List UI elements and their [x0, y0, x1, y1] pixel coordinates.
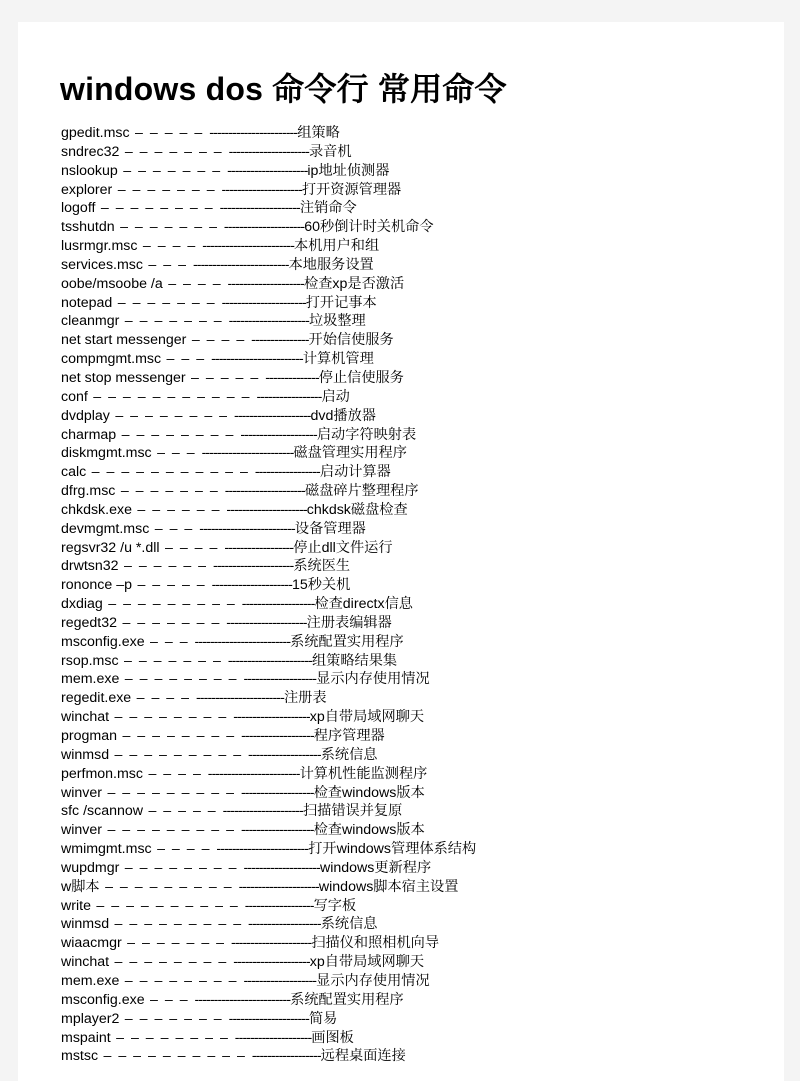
dash-separator: – – – — [149, 520, 200, 537]
command-row — [61, 934, 476, 953]
command-description: 注册表 — [283, 690, 327, 707]
command-name: mem.exe — [61, 671, 120, 688]
command-description: 磁盘管理实用程序 — [293, 445, 407, 462]
command-description: 打开windows管理体系结构 — [308, 841, 477, 858]
command-description: xp自带局域网聊天 — [309, 709, 425, 726]
command-row — [61, 124, 476, 143]
command-row — [61, 520, 476, 539]
command-description: windows更新程序 — [319, 859, 432, 876]
dash-separator: – – – – – – – – – – – — [87, 388, 257, 405]
rule-separator: ------------------- — [243, 671, 317, 688]
command-name: lusrmgr.msc — [61, 238, 138, 255]
rule-separator: -------------------- — [233, 954, 310, 971]
command-name: msconfig.exe — [61, 991, 145, 1008]
command-description: 系统配置实用程序 — [290, 991, 404, 1008]
command-name: compmgmt.msc — [61, 351, 162, 368]
command-description: 启动 — [321, 388, 350, 405]
command-description: 启动计算器 — [319, 464, 391, 481]
dash-separator: – – – – – – — [118, 558, 214, 575]
dash-separator: – – – – – — [129, 125, 210, 141]
command-description: 检查windows版本 — [313, 784, 425, 801]
dash-separator: – – – — [142, 256, 193, 273]
command-row — [61, 633, 476, 652]
dash-separator: – – – – — [162, 275, 228, 292]
command-row — [61, 369, 476, 388]
rule-separator: -------------- — [265, 369, 319, 386]
command-row — [61, 670, 476, 689]
rule-separator: ------------------- — [240, 784, 314, 801]
rule-separator: --------------------- — [221, 181, 302, 198]
command-name: gpedit.msc — [61, 125, 130, 141]
command-name: calc — [61, 464, 87, 481]
command-name: msconfig.exe — [61, 633, 145, 650]
command-row — [61, 746, 476, 765]
command-row — [61, 821, 476, 840]
command-row — [61, 595, 476, 614]
dash-separator: – – – – – – – – — [119, 972, 244, 989]
command-name: perfmon.msc — [61, 765, 143, 782]
command-row — [61, 614, 476, 633]
command-name: regsvr32 /u *.dll — [61, 539, 160, 556]
rule-separator: --------------------- — [226, 501, 307, 518]
command-description: 程序管理器 — [313, 728, 385, 744]
command-row — [61, 897, 476, 916]
command-name: dxdiag — [61, 596, 103, 613]
rule-separator: ------------------------ — [202, 238, 295, 255]
command-description: 系统信息 — [320, 916, 378, 933]
dash-separator: – – – – – – – — [112, 294, 222, 311]
command-name: write — [61, 897, 91, 914]
command-name: oobe/msoobe /a — [61, 275, 163, 292]
command-description: 注册表编辑器 — [306, 614, 392, 631]
document-page — [18, 22, 784, 1081]
command-description: 检查xp是否激活 — [304, 275, 405, 292]
command-description: xp自带局域网聊天 — [309, 954, 425, 971]
command-name: regedit.exe — [61, 690, 132, 707]
command-description: 垃圾整理 — [308, 313, 366, 330]
command-row — [61, 1047, 476, 1066]
dash-separator: – – – – – – – – — [119, 671, 244, 688]
command-name: devmgmt.msc — [61, 520, 150, 537]
command-row — [61, 199, 476, 218]
command-description: 扫描仪和照相机向导 — [311, 935, 440, 952]
command-description: 系统配置实用程序 — [290, 633, 404, 650]
command-row — [61, 256, 476, 275]
rule-separator: -------------------- — [234, 407, 311, 424]
command-name: chkdsk.exe — [61, 501, 132, 518]
dash-separator: – – – – – – – – – – – — [86, 464, 255, 481]
dash-separator: – – – – – – – – – – — [98, 1048, 252, 1065]
command-description: 简易 — [308, 1010, 338, 1027]
dash-separator: – – – – – – – — [117, 614, 227, 631]
dash-separator: – – – – – – — [131, 501, 227, 518]
command-description: 启动字符映射表 — [316, 426, 417, 443]
rule-separator: -------------------- — [233, 709, 310, 726]
command-row — [61, 539, 476, 558]
command-row — [61, 426, 476, 445]
rule-separator: ------------------- — [241, 596, 315, 613]
dash-separator: – – – — [144, 633, 195, 650]
command-row — [61, 181, 476, 200]
command-description: 打开记事本 — [305, 294, 377, 311]
command-row — [61, 859, 476, 878]
command-name: winver — [61, 822, 102, 839]
rule-separator: --------------------- — [228, 1010, 309, 1027]
command-description: chkdsk磁盘检查 — [306, 501, 408, 518]
rule-separator: ------------------------ — [201, 445, 294, 462]
rule-separator: --------------------- — [228, 313, 309, 330]
dash-separator: – – – – — [151, 841, 217, 858]
rule-separator: --------------------- — [228, 143, 309, 160]
command-name: regedt32 — [61, 614, 118, 631]
rule-separator: --------------- — [251, 332, 309, 349]
dash-separator: – – – – – – – — [119, 313, 229, 330]
command-name: net start messenger — [61, 332, 187, 349]
rule-separator: ------------------------- — [192, 256, 289, 273]
command-row — [61, 991, 476, 1010]
command-name: explorer — [61, 181, 113, 198]
dash-separator: – – – – – – – — [114, 219, 224, 236]
rule-separator: ------------------ — [251, 1048, 321, 1065]
command-description: 打开资源管理器 — [301, 181, 402, 198]
rule-separator: ------------------ — [244, 897, 314, 914]
command-row — [61, 689, 476, 708]
dash-separator: – – – — [161, 351, 212, 368]
command-description: 检查windows版本 — [313, 822, 425, 839]
rule-separator: ------------------- — [248, 916, 321, 933]
rule-separator: ------------------- — [243, 972, 317, 989]
dash-separator: – – – – – – – – — [116, 426, 241, 443]
command-name: dfrg.msc — [61, 483, 116, 500]
command-name: mplayer2 — [61, 1010, 120, 1027]
command-description: 设备管理器 — [294, 520, 366, 537]
rule-separator: ------------------------ — [211, 351, 303, 368]
rule-separator: --------------------- — [211, 577, 292, 594]
command-name: mspaint — [61, 1029, 111, 1046]
command-name: w脚本 — [61, 878, 100, 895]
rule-separator: --------------------- — [213, 558, 294, 575]
command-name: cleanmgr — [61, 313, 120, 330]
rule-separator: ------------------- — [240, 822, 314, 839]
command-row — [61, 331, 476, 350]
dash-separator: – – – – – – – — [119, 143, 229, 160]
command-description: 录音机 — [308, 143, 352, 160]
command-description: 显示内存使用情况 — [316, 671, 430, 688]
dash-separator: – – – — [144, 991, 195, 1008]
dash-separator: – – – – – – – – — [117, 728, 242, 744]
command-row — [61, 294, 476, 313]
command-description: 本地服务设置 — [288, 256, 374, 273]
dash-separator: – – – – – – – – — [110, 1029, 235, 1046]
dash-separator: – – – – – — [143, 803, 223, 820]
command-name: logoff — [61, 200, 96, 217]
command-name: services.msc — [61, 256, 143, 273]
command-row — [61, 708, 476, 727]
dash-separator: – – – – — [143, 765, 208, 782]
command-name: winmsd — [61, 746, 110, 763]
command-description: ip地址侦测器 — [307, 162, 390, 179]
rule-separator: ------------------------- — [199, 520, 295, 537]
command-name: progman — [61, 728, 117, 744]
rule-separator: ----------------------- — [195, 690, 284, 707]
command-description: 组策略结果集 — [311, 652, 398, 669]
command-row — [61, 407, 476, 426]
command-description: 停止dll文件运行 — [293, 539, 393, 556]
dash-separator: – – – – – – – — [121, 935, 231, 952]
command-row — [61, 972, 476, 991]
rule-separator: --------------------- — [226, 614, 307, 631]
command-name: tsshutdn — [61, 219, 115, 236]
dash-separator: – – – – – – – — [115, 483, 225, 500]
command-row — [61, 444, 476, 463]
dash-separator: – – – – – – – – – — [109, 916, 249, 933]
command-row — [61, 1029, 476, 1048]
rule-separator: ------------------- — [241, 728, 314, 744]
command-description: windows脚本宿主设置 — [318, 878, 459, 895]
command-row — [61, 237, 476, 256]
dash-separator: – – – – – – – – — [109, 709, 234, 726]
command-description: 计算机管理 — [302, 351, 374, 368]
rule-separator: ------------------- — [248, 746, 321, 763]
command-description: 计算机性能监测程序 — [299, 765, 428, 782]
command-name: winchat — [61, 954, 110, 971]
command-description: 磁盘碎片整理程序 — [305, 483, 419, 500]
command-description: 显示内存使用情况 — [316, 972, 430, 989]
command-row — [61, 162, 476, 181]
command-name: diskmgmt.msc — [61, 445, 152, 462]
command-description: dvd播放器 — [310, 407, 376, 424]
dash-separator: – – – – – – – – – — [109, 746, 249, 763]
dash-separator: – – – – — [186, 332, 252, 349]
command-row — [61, 501, 476, 520]
command-description: 远程桌面连接 — [320, 1048, 406, 1065]
dash-separator: – – – – — [131, 690, 196, 707]
dash-separator: – – – – – — [185, 369, 266, 386]
command-row — [61, 576, 476, 595]
command-row — [61, 143, 476, 162]
command-name: charmap — [61, 426, 117, 443]
command-name: rsop.msc — [61, 652, 119, 669]
command-name: notepad — [61, 294, 113, 311]
command-row — [61, 878, 476, 897]
command-name: conf — [61, 388, 88, 405]
command-row — [61, 482, 476, 501]
dash-separator: – – – – – – – – — [109, 954, 234, 971]
command-row — [61, 1010, 476, 1029]
rule-separator: -------------------- — [234, 1029, 312, 1046]
command-description: 60秒倒计时关机命令 — [304, 219, 434, 236]
dash-separator: – – – – – – – – – — [102, 596, 242, 613]
rule-separator: -------------------- — [243, 859, 320, 876]
command-description: 检查directx信息 — [314, 596, 413, 613]
command-name: rononce –p — [61, 577, 132, 594]
rule-separator: --------------------- — [224, 483, 306, 500]
command-name: winchat — [61, 709, 110, 726]
command-name: sndrec32 — [61, 143, 120, 160]
rule-separator: --------------------- — [227, 162, 308, 179]
command-name: winmsd — [61, 916, 110, 933]
command-description: 15秒关机 — [291, 577, 351, 594]
command-name: drwtsn32 — [61, 558, 119, 575]
dash-separator: – – – – – – – — [119, 1010, 229, 1027]
rule-separator: -------------------- — [227, 275, 305, 292]
command-description: 系统信息 — [320, 746, 378, 763]
command-name: net stop messenger — [61, 369, 186, 386]
command-row — [61, 463, 476, 482]
command-row — [61, 218, 476, 237]
command-description: 开始信使服务 — [308, 332, 394, 349]
command-name: dvdplay — [61, 407, 110, 424]
command-name: wupdmgr — [61, 859, 120, 876]
rule-separator: ----------------- — [256, 388, 322, 405]
command-row — [61, 388, 476, 407]
rule-separator: ---------------------- — [227, 652, 312, 669]
command-row — [61, 765, 476, 784]
command-row — [61, 840, 476, 859]
dash-separator: – – – — [151, 445, 202, 462]
rule-separator: --------------------- — [223, 219, 305, 236]
dash-separator: – – – – – – – — [112, 181, 222, 198]
rule-separator: ------------------------- — [194, 991, 291, 1008]
command-row — [61, 312, 476, 331]
command-description: 画图板 — [311, 1029, 354, 1046]
dash-separator: – – – – – – – — [117, 162, 228, 179]
command-name: wiaacmgr — [61, 935, 122, 952]
dash-separator: – – – – – – – – – — [102, 784, 241, 801]
command-row — [61, 557, 476, 576]
rule-separator: ------------------ — [224, 539, 294, 556]
dash-separator: – – – – – – – — [118, 652, 228, 669]
rule-separator: ------------------------ — [207, 765, 300, 782]
rule-separator: --------------------- — [231, 935, 312, 952]
command-row — [61, 727, 476, 746]
dash-separator: – – – – – – – – — [119, 859, 244, 876]
command-name: mstsc — [61, 1048, 99, 1065]
command-name: mem.exe — [61, 972, 120, 989]
command-name: sfc /scannow — [61, 803, 144, 820]
command-row — [61, 350, 476, 369]
command-name: wmimgmt.msc — [61, 841, 152, 858]
command-description: 系统医生 — [293, 558, 351, 575]
command-description: 停止信使服务 — [318, 369, 404, 386]
rule-separator: ---------------------- — [221, 294, 306, 311]
command-description: 扫描错误并复原 — [302, 803, 403, 820]
rule-separator: ------------------------ — [216, 841, 309, 858]
rule-separator: -------------------- — [240, 426, 317, 443]
command-name: winver — [61, 784, 102, 801]
dash-separator: – – – – – – – – – — [99, 878, 239, 895]
command-row — [61, 915, 476, 934]
command-row — [61, 802, 476, 821]
command-description: 本机用户和组 — [294, 238, 380, 255]
dash-separator: – – – – – – – – — [95, 200, 220, 217]
command-row — [61, 275, 476, 294]
rule-separator: --------------------- — [219, 200, 300, 217]
command-description: 写字板 — [313, 897, 357, 914]
dash-separator: – – – – – – – – — [109, 407, 235, 424]
command-description: 注销命令 — [299, 200, 357, 217]
rule-separator: --------------------- — [238, 878, 319, 895]
rule-separator: ----------------- — [254, 464, 320, 481]
dash-separator: – – – – — [137, 238, 203, 255]
dash-separator: – – – – – — [132, 577, 212, 594]
command-row — [61, 652, 476, 671]
page-title: windows dos 命令行 常用命令 — [60, 71, 507, 107]
dash-separator: – – – – – – – – – — [102, 822, 241, 839]
dash-separator: – – – – — [159, 539, 225, 556]
dash-separator: – – – – – – – – – – — [90, 897, 245, 914]
command-list — [61, 124, 476, 1066]
rule-separator: ------------------------- — [194, 633, 291, 650]
rule-separator: ----------------------- — [209, 125, 298, 141]
command-description: 组策略 — [297, 125, 340, 141]
rule-separator: --------------------- — [222, 803, 303, 820]
command-name: nslookup — [61, 162, 118, 179]
command-row — [61, 784, 476, 803]
command-row — [61, 953, 476, 972]
